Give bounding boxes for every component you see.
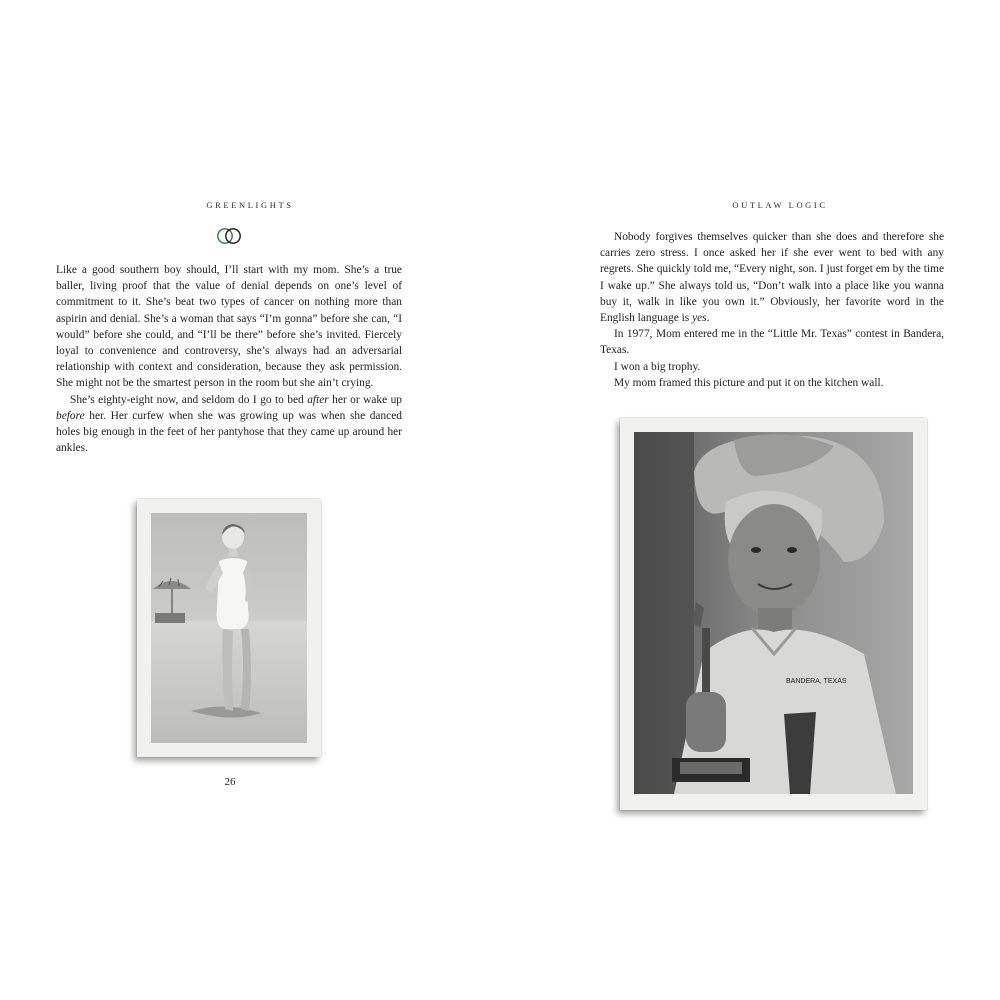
running-head-left: GREENLIGHTS xyxy=(206,200,294,210)
right-paragraph-3: I won a big trophy. xyxy=(614,360,701,373)
left-body-text xyxy=(56,262,402,456)
beach-photo xyxy=(137,499,321,757)
trophy-photo xyxy=(620,418,927,810)
right-paragraph-1: Nobody forgives themselves quicker than she does and therefore she carries zero stress. I once asked her if she ever went to bed with any regrets. She quickly told me, “Every night, son. I just forget em by the time I wake up.” She always told us, “Don’t walk into a place like you wanna buy it, walk in like you own it.” Obviously, her favorite word in the English language is yes. xyxy=(600,231,944,325)
running-head-right: OUTLAW LOGIC xyxy=(732,200,828,210)
shirt-text: BANDERA, TEXAS xyxy=(786,678,847,685)
right-paragraph-4: My mom framed this picture and put it on the kitchen wall. xyxy=(614,376,884,389)
page-number: 26 xyxy=(224,776,236,788)
left-paragraph-1: Like a good southern boy should, I’ll start with my mom. She’s a true baller, living proof that the value of denial depends on one’s level of commitment to it. She’s beat two types of cancer on nothing more than aspirin and denial. She’s a woman that says “I’m gonna” before she can, “I would” before she could, and “I’ll be there” before she’s invited. Fiercely loyal to convenience and controversy, she’s always had an adversarial relationship with context and consideration, because they ask permission. She might not be the smartest person in the room but she ain’t crying. xyxy=(56,264,402,390)
right-paragraph-2: In 1977, Mom entered me in the “Little Mr. Texas” contest in Bandera, Texas. xyxy=(600,328,944,357)
beach-photo-image xyxy=(151,513,307,743)
right-body-text xyxy=(600,229,944,391)
trophy-photo-image xyxy=(634,432,913,794)
interlocking-rings-icon xyxy=(214,226,244,246)
left-paragraph-2: She’s eighty-eight now, and seldom do I go to bed after her or wake up before her. Her curfew when she was growing up was when she danced holes big enough in the feet of her pantyhose that they came up around her ankles. xyxy=(56,393,403,455)
